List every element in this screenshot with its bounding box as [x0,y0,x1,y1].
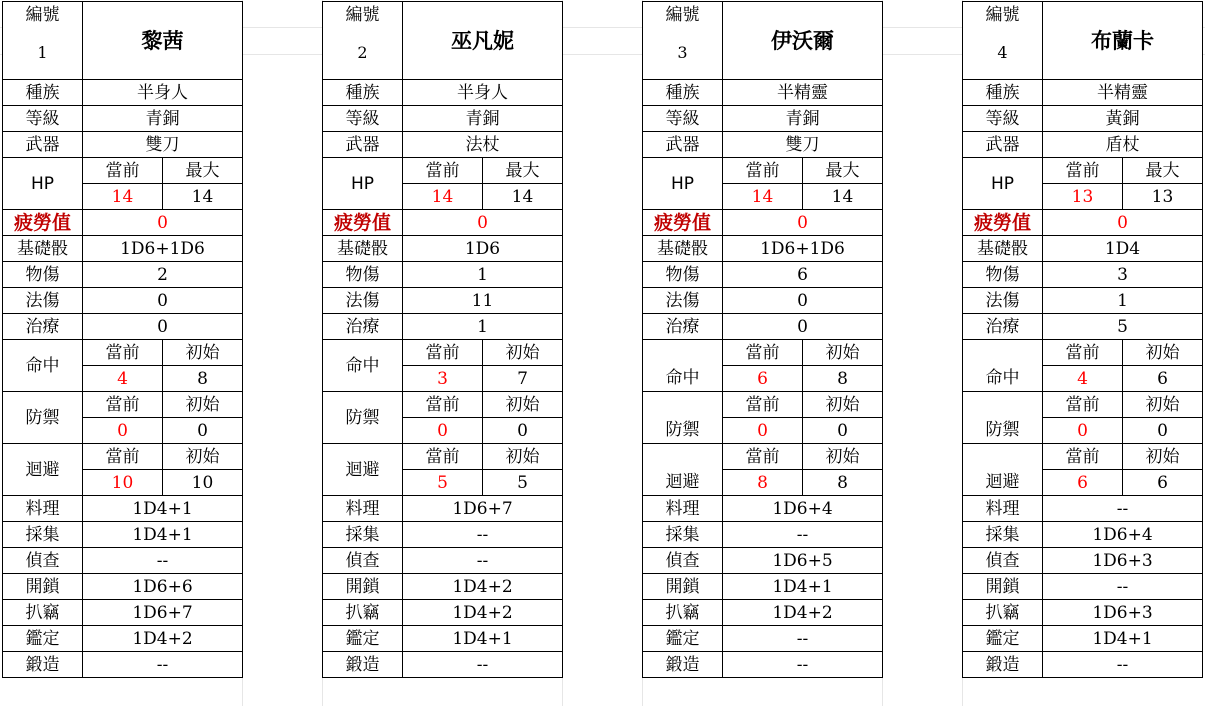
magic-damage-label[interactable]: 法傷 [963,288,1043,314]
investigate-label[interactable]: 偵查 [323,548,403,574]
base-damage-value[interactable]: 1D6+1D6 [83,236,243,262]
hit-initial-value[interactable]: 8 [803,366,883,392]
race-label[interactable]: 種族 [963,80,1043,106]
hit-current-value[interactable]: 4 [1043,366,1123,392]
character-sheet-1 [2,1,243,678]
evade-initial-value[interactable]: 8 [803,470,883,496]
magic-damage-label[interactable]: 法傷 [3,288,83,314]
appraise-label[interactable]: 鑑定 [323,626,403,652]
heal-label[interactable]: 治療 [323,314,403,340]
steal-value[interactable]: 1D6+3 [1043,600,1203,626]
evade-label[interactable]: 迴避 [643,470,723,496]
character-name[interactable]: 伊沃爾 [723,2,883,80]
phys-damage-value[interactable]: 6 [723,262,883,288]
steal-value[interactable]: 1D6+7 [83,600,243,626]
hit-label[interactable]: 命中 [643,366,723,392]
id-label[interactable]: 編號 [643,2,723,28]
evade-spacer [643,444,723,470]
evade-current-header[interactable]: 當前 [723,444,803,470]
evade-spacer [963,444,1043,470]
evade-initial-header[interactable]: 初始 [803,444,883,470]
character-sheet-2 [322,1,563,678]
steal-label[interactable]: 扒竊 [643,600,723,626]
hp-label[interactable]: HP [963,158,1043,210]
cooking-label[interactable]: 料理 [323,496,403,522]
base-damage-label[interactable]: 基礎骰 [3,236,83,262]
race-value[interactable]: 半精靈 [723,80,883,106]
level-label[interactable]: 等級 [963,106,1043,132]
evade-initial-value[interactable]: 6 [1123,470,1203,496]
cooking-label[interactable]: 料理 [3,496,83,522]
hit-initial-value[interactable]: 8 [163,366,243,392]
hit-current-value[interactable]: 6 [723,366,803,392]
gather-value[interactable]: -- [403,522,563,548]
unlock-label[interactable]: 開鎖 [3,574,83,600]
fatigue-label[interactable]: 疲勞值 [3,210,83,236]
hp-current-header[interactable]: 當前 [83,158,163,184]
heal-value[interactable]: 5 [1043,314,1203,340]
base-damage-label[interactable]: 基礎骰 [643,236,723,262]
race-value[interactable]: 半身人 [83,80,243,106]
evade-initial-value[interactable]: 10 [163,470,243,496]
steal-value[interactable]: 1D4+2 [403,600,563,626]
unlock-label[interactable]: 開鎖 [323,574,403,600]
phys-damage-label[interactable]: 物傷 [963,262,1043,288]
hp-max-value[interactable]: 14 [163,184,243,210]
defense-current-header[interactable]: 當前 [1043,392,1123,418]
investigate-value[interactable]: -- [83,548,243,574]
heal-label[interactable]: 治療 [643,314,723,340]
defense-current-header[interactable]: 當前 [723,392,803,418]
hit-current-header[interactable]: 當前 [1043,340,1123,366]
forge-value[interactable]: -- [1043,652,1203,678]
steal-label[interactable]: 扒竊 [323,600,403,626]
cooking-value[interactable]: 1D6+7 [403,496,563,522]
evade-label[interactable]: 迴避 [3,444,83,496]
evade-initial-value[interactable]: 5 [483,470,563,496]
base-damage-value[interactable]: 1D6+1D6 [723,236,883,262]
evade-label[interactable]: 迴避 [323,444,403,496]
appraise-label[interactable]: 鑑定 [3,626,83,652]
fatigue-label[interactable]: 疲勞值 [963,210,1043,236]
phys-damage-label[interactable]: 物傷 [3,262,83,288]
hp-current-header[interactable]: 當前 [723,158,803,184]
cooking-label[interactable]: 料理 [963,496,1043,522]
fatigue-value[interactable]: 0 [83,210,243,236]
hp-current-value[interactable]: 14 [403,184,483,210]
hit-spacer [963,340,1043,366]
investigate-value[interactable]: 1D6+5 [723,548,883,574]
gather-label[interactable]: 採集 [3,522,83,548]
hp-current-value[interactable]: 14 [83,184,163,210]
forge-label[interactable]: 鍛造 [643,652,723,678]
fatigue-value[interactable]: 0 [403,210,563,236]
unlock-value[interactable]: 1D4+2 [403,574,563,600]
heal-label[interactable]: 治療 [3,314,83,340]
defense-initial-header[interactable]: 初始 [483,392,563,418]
evade-initial-header[interactable]: 初始 [163,444,243,470]
forge-label[interactable]: 鍛造 [323,652,403,678]
character-name[interactable]: 布蘭卡 [1043,2,1203,80]
evade-current-header[interactable]: 當前 [83,444,163,470]
unlock-value[interactable]: -- [1043,574,1203,600]
fatigue-value[interactable]: 0 [723,210,883,236]
appraise-value[interactable]: 1D4+1 [1043,626,1203,652]
character-name[interactable]: 巫凡妮 [403,2,563,80]
gather-label[interactable]: 採集 [963,522,1043,548]
hit-current-value[interactable]: 4 [83,366,163,392]
gather-value[interactable]: 1D6+4 [1043,522,1203,548]
gather-value[interactable]: 1D4+1 [83,522,243,548]
appraise-value[interactable]: 1D4+1 [403,626,563,652]
id-label[interactable]: 編號 [3,2,83,28]
race-value[interactable]: 半身人 [403,80,563,106]
steal-label[interactable]: 扒竊 [963,600,1043,626]
hp-current-value[interactable]: 14 [723,184,803,210]
level-value[interactable]: 青銅 [403,106,563,132]
hit-current-header[interactable]: 當前 [723,340,803,366]
defense-initial-value[interactable]: 0 [163,418,243,444]
hp-label[interactable]: HP [3,158,83,210]
phys-damage-value[interactable]: 1 [403,262,563,288]
hit-initial-value[interactable]: 6 [1123,366,1203,392]
weapon-label[interactable]: 武器 [963,132,1043,158]
unlock-label[interactable]: 開鎖 [963,574,1043,600]
unlock-value[interactable]: 1D6+6 [83,574,243,600]
defense-spacer [963,392,1043,418]
hp-max-header[interactable]: 最大 [803,158,883,184]
defense-current-header[interactable]: 當前 [403,392,483,418]
magic-damage-value[interactable]: 0 [723,288,883,314]
heal-value[interactable]: 0 [83,314,243,340]
hp-current-value[interactable]: 13 [1043,184,1123,210]
defense-current-value[interactable]: 0 [83,418,163,444]
gather-label[interactable]: 採集 [323,522,403,548]
magic-damage-value[interactable]: 0 [83,288,243,314]
defense-current-header[interactable]: 當前 [83,392,163,418]
magic-damage-label[interactable]: 法傷 [323,288,403,314]
evade-current-value[interactable]: 5 [403,470,483,496]
steal-value[interactable]: 1D4+2 [723,600,883,626]
id-label[interactable]: 編號 [963,2,1043,28]
hp-max-header[interactable]: 最大 [163,158,243,184]
fatigue-value[interactable]: 0 [1043,210,1203,236]
race-label[interactable]: 種族 [323,80,403,106]
defense-label[interactable]: 防禦 [323,392,403,444]
evade-label[interactable]: 迴避 [963,470,1043,496]
defense-initial-header[interactable]: 初始 [803,392,883,418]
heal-value[interactable]: 0 [723,314,883,340]
hit-initial-header[interactable]: 初始 [1123,340,1203,366]
hp-label[interactable]: HP [323,158,403,210]
defense-label[interactable]: 防禦 [963,418,1043,444]
defense-initial-value[interactable]: 0 [1123,418,1203,444]
evade-current-value[interactable]: 10 [83,470,163,496]
level-label[interactable]: 等級 [643,106,723,132]
hp-max-value[interactable]: 14 [483,184,563,210]
gather-label[interactable]: 採集 [643,522,723,548]
character-name[interactable]: 黎茜 [83,2,243,80]
phys-damage-label[interactable]: 物傷 [323,262,403,288]
forge-value[interactable]: -- [723,652,883,678]
investigate-label[interactable]: 偵查 [3,548,83,574]
race-label[interactable]: 種族 [3,80,83,106]
race-value[interactable]: 半精靈 [1043,80,1203,106]
base-damage-label[interactable]: 基礎骰 [963,236,1043,262]
evade-current-value[interactable]: 8 [723,470,803,496]
steal-label[interactable]: 扒竊 [3,600,83,626]
investigate-value[interactable]: 1D6+3 [1043,548,1203,574]
defense-current-value[interactable]: 0 [723,418,803,444]
weapon-value[interactable]: 雙刀 [723,132,883,158]
investigate-label[interactable]: 偵查 [643,548,723,574]
unlock-label[interactable]: 開鎖 [643,574,723,600]
magic-damage-value[interactable]: 1 [1043,288,1203,314]
defense-initial-header[interactable]: 初始 [163,392,243,418]
weapon-label[interactable]: 武器 [3,132,83,158]
defense-label[interactable]: 防禦 [3,392,83,444]
weapon-label[interactable]: 武器 [323,132,403,158]
defense-label[interactable]: 防禦 [643,418,723,444]
race-label[interactable]: 種族 [643,80,723,106]
hit-current-header[interactable]: 當前 [403,340,483,366]
id-value[interactable]: 4 [963,27,1043,80]
level-value[interactable]: 黃銅 [1043,106,1203,132]
hp-max-header[interactable]: 最大 [483,158,563,184]
character-sheet-4 [962,1,1203,678]
hit-label[interactable]: 命中 [3,340,83,392]
gather-value[interactable]: -- [723,522,883,548]
evade-current-header[interactable]: 當前 [403,444,483,470]
level-label[interactable]: 等級 [3,106,83,132]
heal-value[interactable]: 1 [403,314,563,340]
evade-current-header[interactable]: 當前 [1043,444,1123,470]
defense-spacer [643,392,723,418]
hit-initial-header[interactable]: 初始 [163,340,243,366]
weapon-value[interactable]: 盾杖 [1043,132,1203,158]
fatigue-label[interactable]: 疲勞值 [323,210,403,236]
hp-max-header[interactable]: 最大 [1123,158,1203,184]
id-label[interactable]: 編號 [323,2,403,28]
unlock-value[interactable]: 1D4+1 [723,574,883,600]
investigate-value[interactable]: -- [403,548,563,574]
base-damage-value[interactable]: 1D4 [1043,236,1203,262]
hp-current-header[interactable]: 當前 [1043,158,1123,184]
phys-damage-value[interactable]: 2 [83,262,243,288]
hit-current-value[interactable]: 3 [403,366,483,392]
phys-damage-label[interactable]: 物傷 [643,262,723,288]
defense-current-value[interactable]: 0 [403,418,483,444]
magic-damage-label[interactable]: 法傷 [643,288,723,314]
hp-max-value[interactable]: 13 [1123,184,1203,210]
defense-initial-value[interactable]: 0 [483,418,563,444]
hp-current-header[interactable]: 當前 [403,158,483,184]
hit-current-header[interactable]: 當前 [83,340,163,366]
id-value[interactable]: 2 [323,27,403,80]
weapon-value[interactable]: 法杖 [403,132,563,158]
appraise-label[interactable]: 鑑定 [963,626,1043,652]
level-value[interactable]: 青銅 [723,106,883,132]
hit-spacer [643,340,723,366]
hit-initial-header[interactable]: 初始 [803,340,883,366]
magic-damage-value[interactable]: 11 [403,288,563,314]
base-damage-value[interactable]: 1D6 [403,236,563,262]
cooking-value[interactable]: 1D4+1 [83,496,243,522]
base-damage-label[interactable]: 基礎骰 [323,236,403,262]
fatigue-label[interactable]: 疲勞值 [643,210,723,236]
cooking-value[interactable]: 1D6+4 [723,496,883,522]
weapon-label[interactable]: 武器 [643,132,723,158]
cooking-value[interactable]: -- [1043,496,1203,522]
defense-initial-value[interactable]: 0 [803,418,883,444]
investigate-label[interactable]: 偵查 [963,548,1043,574]
character-sheet-3 [642,1,883,678]
heal-label[interactable]: 治療 [963,314,1043,340]
hp-label[interactable]: HP [643,158,723,210]
level-label[interactable]: 等級 [323,106,403,132]
evade-initial-header[interactable]: 初始 [1123,444,1203,470]
cooking-label[interactable]: 料理 [643,496,723,522]
hit-label[interactable]: 命中 [323,340,403,392]
hp-max-value[interactable]: 14 [803,184,883,210]
forge-value[interactable]: -- [403,652,563,678]
defense-initial-header[interactable]: 初始 [1123,392,1203,418]
phys-damage-value[interactable]: 3 [1043,262,1203,288]
defense-current-value[interactable]: 0 [1043,418,1123,444]
appraise-label[interactable]: 鑑定 [643,626,723,652]
evade-initial-header[interactable]: 初始 [483,444,563,470]
forge-label[interactable]: 鍛造 [963,652,1043,678]
level-value[interactable]: 青銅 [83,106,243,132]
appraise-value[interactable]: 1D4+2 [83,626,243,652]
appraise-value[interactable]: -- [723,626,883,652]
evade-current-value[interactable]: 6 [1043,470,1123,496]
forge-value[interactable]: -- [83,652,243,678]
id-value[interactable]: 1 [3,27,83,80]
weapon-value[interactable]: 雙刀 [83,132,243,158]
hit-label[interactable]: 命中 [963,366,1043,392]
hit-initial-header[interactable]: 初始 [483,340,563,366]
id-value[interactable]: 3 [643,27,723,80]
forge-label[interactable]: 鍛造 [3,652,83,678]
hit-initial-value[interactable]: 7 [483,366,563,392]
